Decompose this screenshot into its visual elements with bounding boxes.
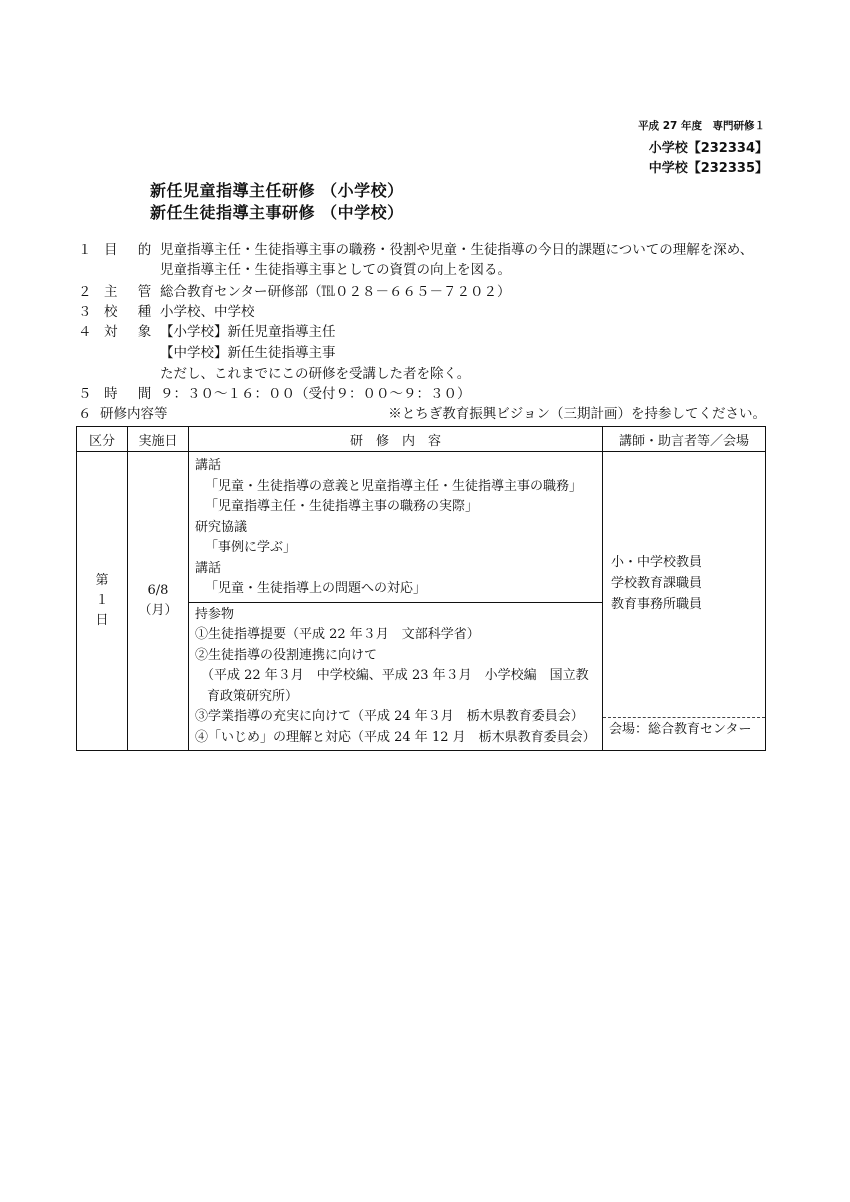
material-item: ③学業指導の充実に向けて（平成 24 年３月 栃木県教育委員会） (195, 709, 584, 724)
program-line: 講話 (195, 458, 222, 473)
program-list (189, 452, 602, 603)
instructor-item: 小・中学校教員 (611, 555, 703, 570)
division-cell (77, 452, 128, 751)
section-label: 研修内容等 (100, 406, 168, 422)
division-char: 第 (95, 573, 109, 588)
target-line-1: 【小学校】新任児童指導主任 (160, 324, 336, 340)
content-note: ※とちぎ教育振興ビジョン（三期計画）を持参してください。 (388, 406, 766, 422)
header-content: 研 修 内 容 (189, 427, 603, 452)
content-cell (189, 452, 603, 751)
program-table (76, 426, 766, 751)
course-code-elementary: 小学校【232334】 (648, 141, 768, 156)
course-code-junior: 中学校【232335】 (648, 161, 768, 176)
program-line: 「事例に学ぶ」 (205, 540, 297, 555)
date-cell (128, 452, 189, 751)
table-header-row (77, 427, 766, 452)
section-label: 主 管 (104, 284, 160, 300)
title-elementary: 新任児童指導主任研修 （小学校） (150, 181, 404, 200)
material-item: ①生徒指導提要（平成 22 年３月 文部科学省） (195, 627, 480, 642)
purpose-line-2: 児童指導主任・生徒指導主事としての資質の向上を図る。 (160, 262, 511, 278)
section-label: 目 的 (104, 242, 160, 258)
section-number: ６ (78, 406, 92, 422)
instructor-list (603, 452, 765, 615)
division-char: １ (95, 593, 109, 608)
instructor-item: 教育事務所職員 (611, 597, 703, 612)
section-label: 時 間 (104, 386, 160, 402)
material-item: ④「いじめ」の理解と対応（平成 24 年 12 月 栃木県教育委員会） (195, 729, 596, 745)
venue: 会場：総合教育センター (603, 717, 765, 742)
header-year-label: 平成 27 年度 専門研修１ (638, 120, 765, 132)
target-line-3: ただし、これまでにこの研修を受講した者を除く。 (160, 366, 471, 382)
program-line: 「児童・生徒指導上の問題への対応」 (205, 581, 427, 596)
material-item: 育政策研究所） (207, 688, 299, 704)
instructor-item: 学校教育課職員 (611, 576, 703, 591)
purpose-line-1: 児童指導主任・生徒指導主事の職務・役割や児童・生徒指導の今日的課題についての理解を深め、 (160, 242, 754, 258)
section-number: ４ (78, 324, 92, 340)
material-item: （平成 22 年３月 中学校編、平成 23 年３月 小学校編 国立教 (201, 668, 589, 683)
time-value: ９：３０～１６：００（受付９：００～９：３０） (160, 386, 471, 402)
division-char: 日 (95, 613, 109, 628)
section-label: 対 象 (104, 324, 160, 340)
section-number: ５ (78, 386, 92, 402)
title-junior: 新任生徒指導主事研修 （中学校） (150, 203, 404, 222)
section-number: ２ (78, 284, 92, 300)
program-line: 講話 (195, 560, 222, 576)
school-type-value: 小学校、中学校 (160, 304, 255, 320)
target-line-2: 【中学校】新任生徒指導主事 (160, 345, 336, 361)
header-date: 実施日 (128, 427, 189, 452)
section-number: ３ (78, 304, 92, 320)
weekday-value: （月） (138, 603, 178, 618)
section-content (78, 404, 766, 424)
instructor-cell (603, 452, 766, 751)
date-value: 6/8 (147, 583, 169, 598)
materials-title: 持参物 (195, 606, 235, 622)
section-number: １ (78, 242, 92, 258)
program-line: 研究協議 (195, 519, 248, 535)
table-row (77, 452, 766, 751)
program-line: 「児童・生徒指導の意義と児童指導主任・生徒指導主事の職務」 (205, 478, 583, 494)
program-line: 「児童指導主任・生徒指導主事の職務の実際」 (205, 499, 479, 514)
header-instructor: 講師・助言者等／会場 (603, 427, 766, 452)
material-item: ②生徒指導の役割連携に向けて (195, 647, 378, 663)
organizer-value: 総合教育センター研修部（℡０２８－６６５－７２０２） (160, 284, 511, 300)
header-division: 区分 (77, 427, 128, 452)
materials-list (189, 603, 602, 751)
section-label: 校 種 (104, 304, 160, 320)
